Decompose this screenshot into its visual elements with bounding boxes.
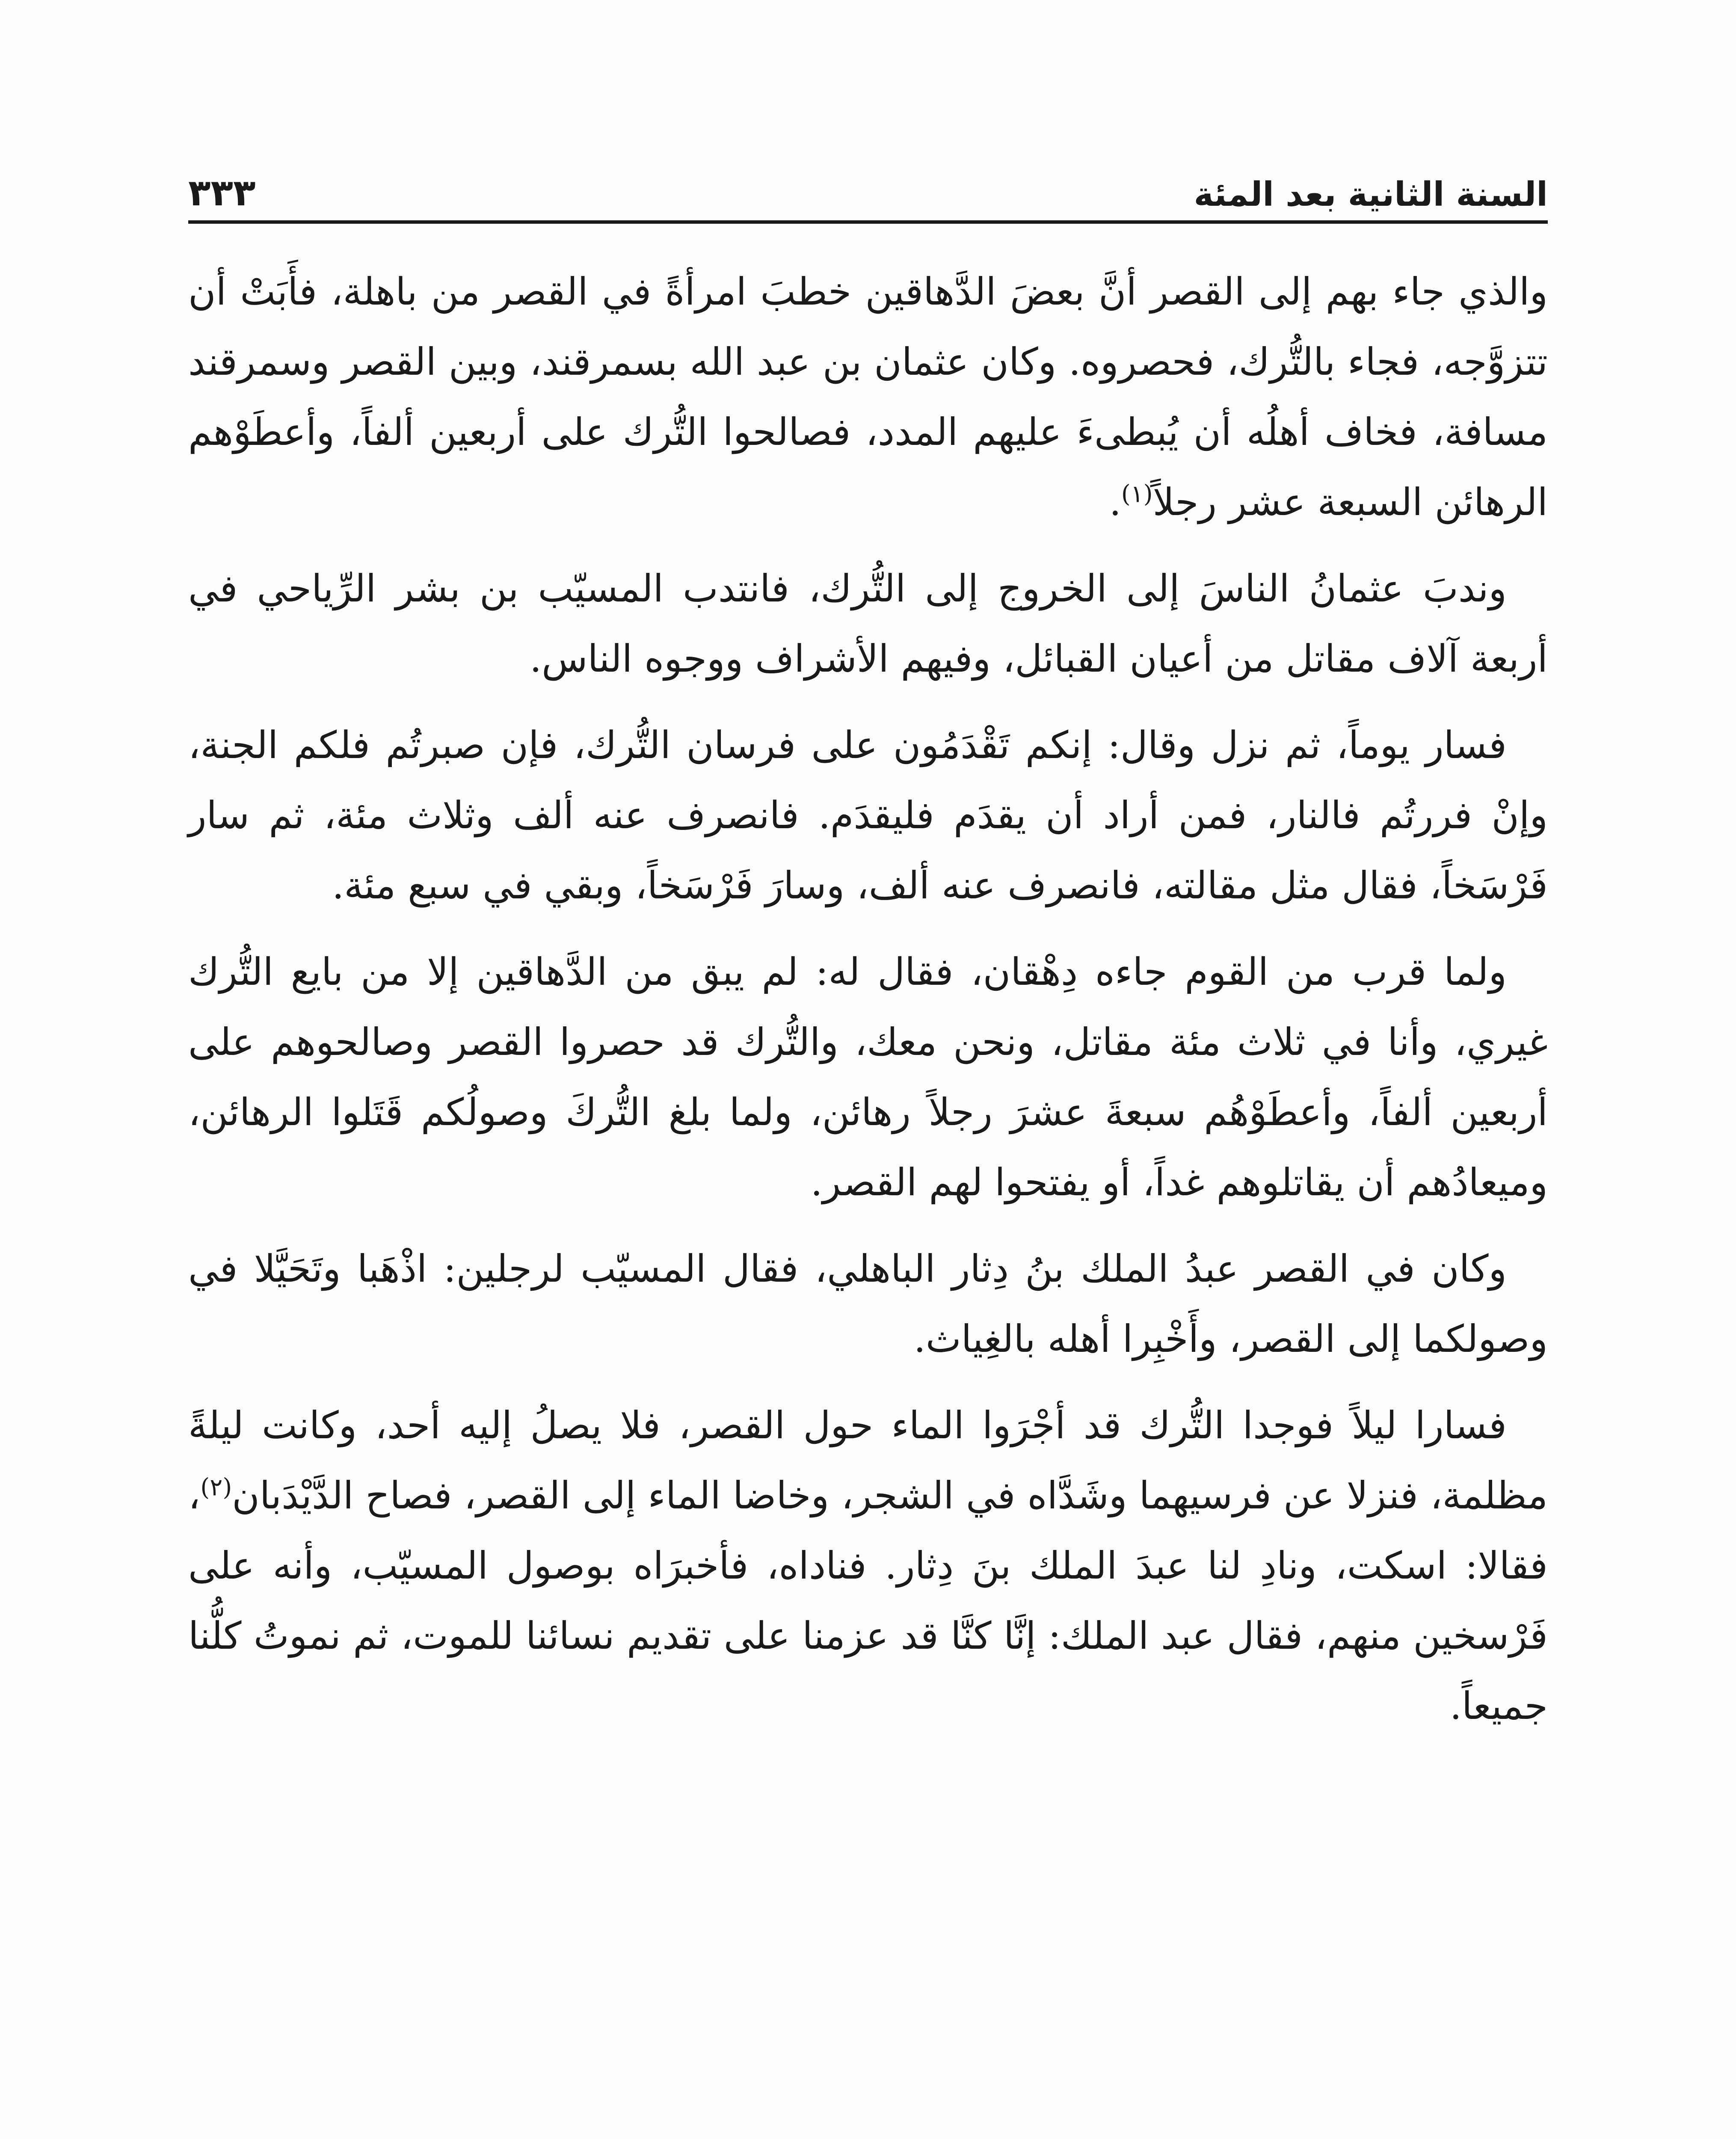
paragraph-4: ولما قرب من القوم جاءه دِهْقان، فقال له: لم يبق من الدَّهاقين إلا من بايع التُّرك غيري، وأنا في ثلاث مئة مقاتل، ونحن معك، والتُّرك قد حصروا القصر وصالحوهم على أربعين ألفاً، وأعطَوْهُم سبعةَ عشرَ رجلاً رهائن، ولما بلغ التُّركَ وصولُكم قَتَلوا الرهائن، وميعادُهم أن يقاتلوهم غداً، أو يفتحوا لهم القصر.: [188, 950, 1548, 1204]
paragraph-1: [188, 257, 1548, 537]
running-title: السنة الثانية بعد المئة: [1194, 175, 1548, 214]
paragraph-2: وندبَ عثمانُ الناسَ إلى الخروج إلى التُّرك، فانتدب المسيّب بن بشر الرِّياحي في أربعة آلاف مقاتل من أعيان القبائل، وفيهم الأشراف ووجوه الناس.: [188, 566, 1548, 681]
main-text: [188, 257, 1548, 1757]
paragraph-1-tail: .: [1109, 480, 1121, 524]
header-rule: [188, 220, 1548, 224]
paragraph-5: وكان في القصر عبدُ الملك بنُ دِثار الباهلي، فقال المسيّب لرجلين: اذْهَبا وتَحَيَّلا في وصولكما إلى القصر، وأَخْبِرا أهله بالغِياث.: [188, 1247, 1548, 1361]
footnote-ref-2[interactable]: (٢): [200, 1473, 232, 1502]
page-number: ٣٣٣: [188, 172, 256, 214]
footnote-ref-1[interactable]: (١): [1121, 480, 1153, 508]
paragraph-6-tail: ، فقالا: اسكت، ونادِ لنا عبدَ الملك بنَ دِثار. فناداه، فأخبرَاه بوصول المسيّب، وأنه على فَرْسخين منهم، فقال عبد الملك: إنَّا كنَّا قد عزمنا على تقديم نسائنا للموت، ثم نموتُ كلُّنا جميعاً.: [188, 1473, 1548, 1728]
paragraph-3: فسار يوماً، ثم نزل وقال: إنكم تَقْدَمُون على فرسان التُّرك، فإن صبرتُم فلكم الجنة، وإنْ فررتُم فالنار، فمن أراد أن يقدَم فليقدَم. فانصرف عنه ألف وثلاث مئة، ثم سار فَرْسَخاً، فقال مثل مقالته، فانصرف عنه ألف، وسارَ فَرْسَخاً، وبقي في سبع مئة.: [188, 723, 1548, 907]
paragraph-1-text: والذي جاء بهم إلى القصر أنَّ بعضَ الدَّهاقين خطبَ امرأةً في القصر من باهلة، فأَبَتْ أن تتزوَّجه، فجاء بالتُّرك، فحصروه. وكان عثمان بن عبد الله بسمرقند، وبين القصر وسمرقند مسافة، فخاف أهلُه أن يُبطىءَ عليهم المدد، فصالحوا التُّرك على أربعين ألفاً، وأعطَوْهم الرهائن السبعة عشر رجلاً: [188, 270, 1548, 524]
paragraph-6: [188, 1390, 1548, 1741]
page-header: [188, 154, 1548, 222]
paragraph-6-text: فسارا ليلاً فوجدا التُّرك قد أجْرَوا الماء حول القصر، فلا يصلُ إليه أحد، وكانت ليلةً مظلمة، فنزلا عن فرسيهما وشَدَّاه في الشجر، وخاضا الماء إلى القصر، فصاح الدَّيْدَبان: [188, 1403, 1548, 1517]
